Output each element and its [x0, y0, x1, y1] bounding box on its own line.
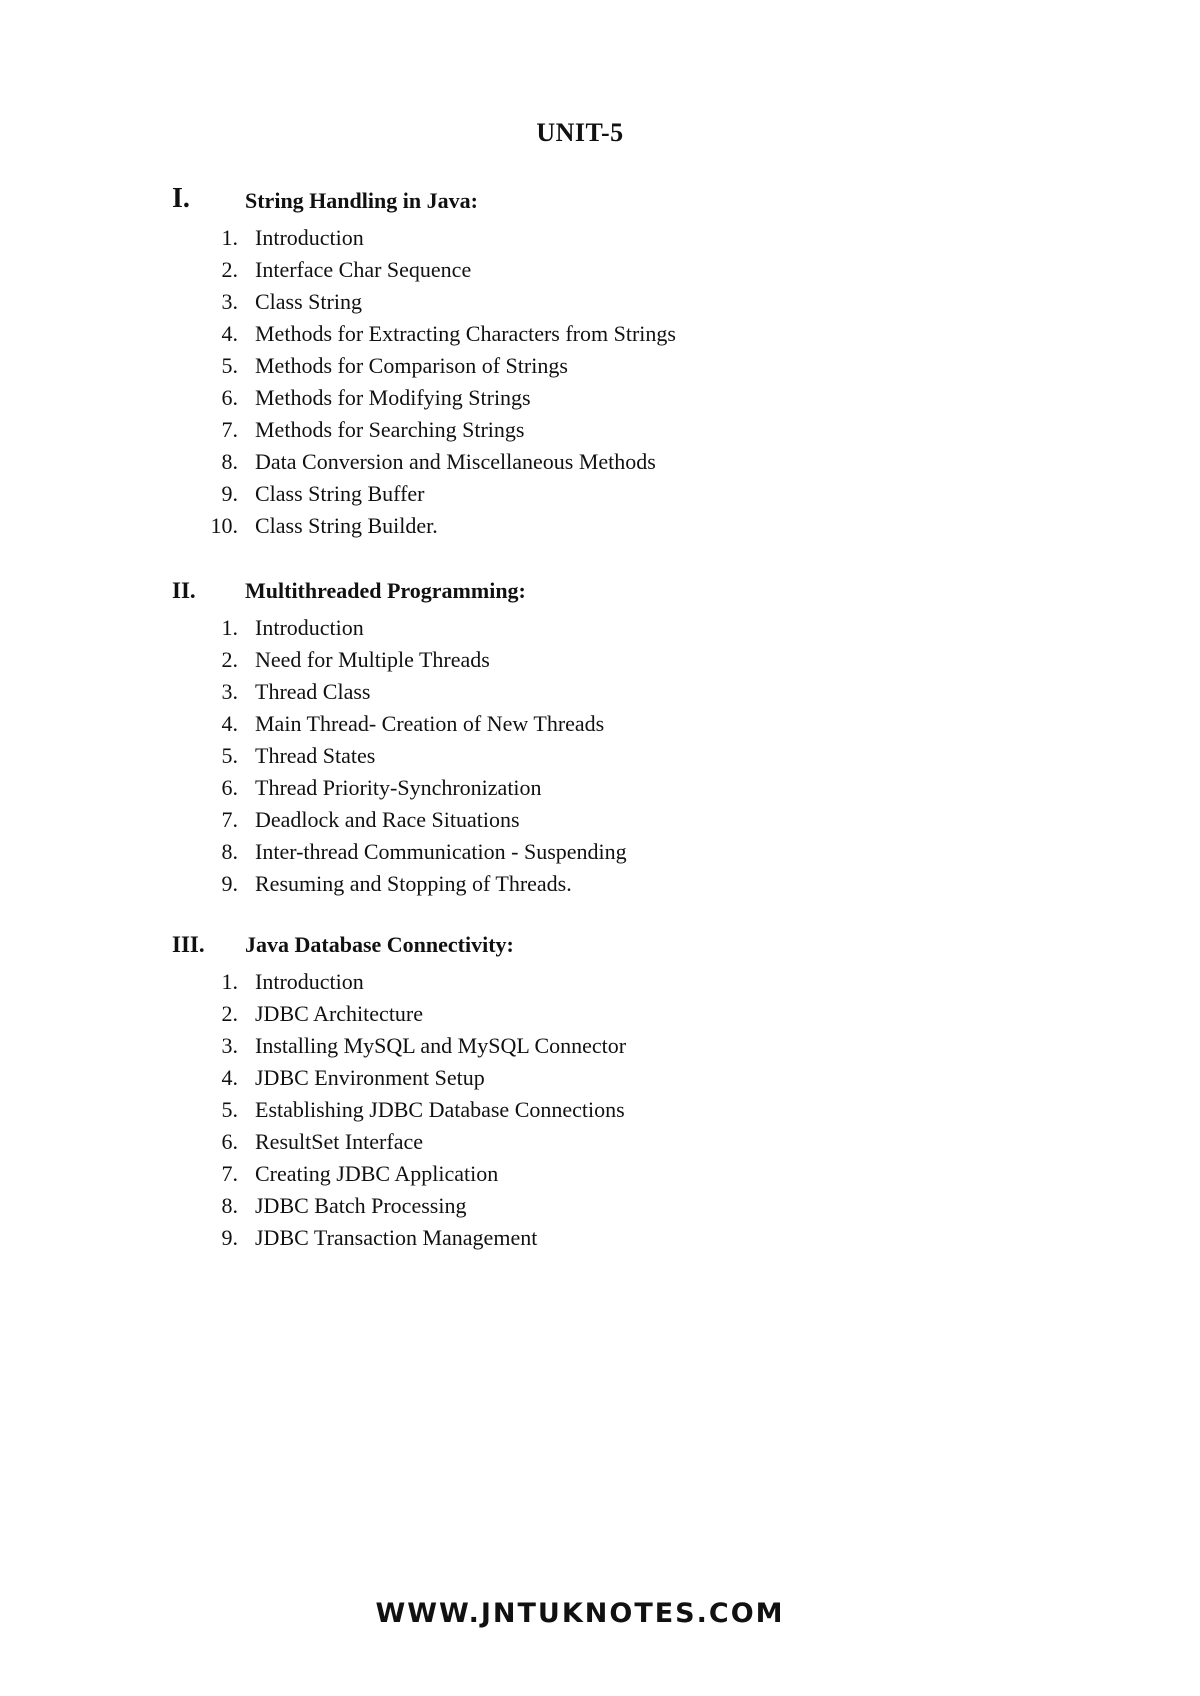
item-text: Methods for Extracting Characters from Strings: [255, 321, 676, 346]
list-item: [0, 836, 1200, 868]
footer-website-link[interactable]: WWW.JNTUKNOTES.COM: [375, 1598, 785, 1629]
item-text: Thread Priority-Synchronization: [255, 775, 542, 800]
item-text: Data Conversion and Miscellaneous Methods: [255, 449, 656, 474]
item-text: JDBC Architecture: [255, 1001, 424, 1026]
item-number: 7.: [221, 1161, 238, 1186]
list-item: [0, 740, 1200, 772]
list-item: [0, 676, 1200, 708]
item-number: 7.: [221, 807, 238, 832]
list-item: [0, 1062, 1200, 1094]
list-item: [0, 382, 1200, 414]
list-item: [0, 966, 1200, 998]
item-text: ResultSet Interface: [255, 1129, 423, 1154]
item-text: Need for Multiple Threads: [255, 647, 490, 672]
list-item: [0, 868, 1200, 900]
item-number: 9.: [221, 1225, 238, 1250]
list-item: [0, 1190, 1200, 1222]
list-item: [0, 222, 1200, 254]
section-heading: Java Database Connectivity:: [245, 932, 514, 957]
item-text: JDBC Transaction Management: [255, 1225, 538, 1250]
section-heading: String Handling in Java:: [245, 188, 478, 213]
item-number: 2.: [221, 257, 238, 282]
item-text: Methods for Searching Strings: [255, 417, 525, 442]
item-number: 3.: [221, 1033, 238, 1058]
section-numeral: I.: [172, 183, 190, 214]
item-number: 1.: [221, 225, 238, 250]
section-header: [0, 183, 1200, 222]
list-item: [0, 998, 1200, 1030]
list-item: [0, 286, 1200, 318]
item-text: Methods for Comparison of Strings: [255, 353, 568, 378]
item-text: Establishing JDBC Database Connections: [255, 1097, 625, 1122]
item-text: Introduction: [255, 225, 364, 250]
item-number: 4.: [221, 321, 238, 346]
item-text: Interface Char Sequence: [255, 257, 472, 282]
item-number: 10.: [210, 513, 238, 538]
item-number: 5.: [221, 743, 238, 768]
item-text: Class String Builder.: [255, 513, 438, 538]
item-number: 3.: [221, 679, 238, 704]
item-number: 5.: [221, 353, 238, 378]
list-item: [0, 1222, 1200, 1254]
item-number: 6.: [221, 775, 238, 800]
list-item: [0, 510, 1200, 542]
list-item: [0, 446, 1200, 478]
section-java-database-connectivity: [0, 932, 1200, 1254]
page-title: UNIT-5: [536, 118, 624, 147]
list-item: [0, 772, 1200, 804]
item-number: 7.: [221, 417, 238, 442]
item-text: Thread States: [255, 743, 376, 768]
section-numeral: II.: [172, 578, 196, 603]
item-number: 8.: [221, 449, 238, 474]
item-number: 3.: [221, 289, 238, 314]
list-item: [0, 1030, 1200, 1062]
section-numeral: III.: [172, 932, 205, 957]
item-text: Installing MySQL and MySQL Connector: [255, 1033, 627, 1058]
item-text: Class String Buffer: [255, 481, 425, 506]
list-item: [0, 708, 1200, 740]
section-header: [0, 932, 1200, 966]
item-number: 2.: [221, 1001, 238, 1026]
item-text: JDBC Batch Processing: [255, 1193, 467, 1218]
list-item: [0, 644, 1200, 676]
item-text: Introduction: [255, 969, 364, 994]
item-text: Deadlock and Race Situations: [255, 807, 520, 832]
item-text: Inter-thread Communication - Suspending: [255, 839, 627, 864]
topic-list: [0, 612, 1200, 900]
list-item: [0, 414, 1200, 446]
item-text: JDBC Environment Setup: [255, 1065, 485, 1090]
item-number: 4.: [221, 1065, 238, 1090]
item-text: Thread Class: [255, 679, 371, 704]
item-number: 5.: [221, 1097, 238, 1122]
topic-list: [0, 966, 1200, 1254]
item-text: Resuming and Stopping of Threads.: [255, 871, 572, 896]
topic-list: [0, 222, 1200, 542]
item-number: 4.: [221, 711, 238, 736]
item-number: 6.: [221, 385, 238, 410]
section-heading: Multithreaded Programming:: [245, 578, 526, 603]
item-number: 1.: [221, 969, 238, 994]
item-text: Methods for Modifying Strings: [255, 385, 531, 410]
item-number: 9.: [221, 871, 238, 896]
list-item: [0, 478, 1200, 510]
list-item: [0, 1094, 1200, 1126]
item-number: 2.: [221, 647, 238, 672]
list-item: [0, 350, 1200, 382]
item-text: Introduction: [255, 615, 364, 640]
list-item: [0, 254, 1200, 286]
item-number: 1.: [221, 615, 238, 640]
list-item: [0, 612, 1200, 644]
item-number: 8.: [221, 839, 238, 864]
item-text: Class String: [255, 289, 362, 314]
section-string-handling: [0, 183, 1200, 542]
list-item: [0, 318, 1200, 350]
item-text: Creating JDBC Application: [255, 1161, 499, 1186]
section-header: [0, 578, 1200, 612]
section-multithreaded-programming: [0, 578, 1200, 900]
item-text: Main Thread- Creation of New Threads: [255, 711, 605, 736]
item-number: 8.: [221, 1193, 238, 1218]
list-item: [0, 804, 1200, 836]
list-item: [0, 1126, 1200, 1158]
list-item: [0, 1158, 1200, 1190]
item-number: 9.: [221, 481, 238, 506]
item-number: 6.: [221, 1129, 238, 1154]
